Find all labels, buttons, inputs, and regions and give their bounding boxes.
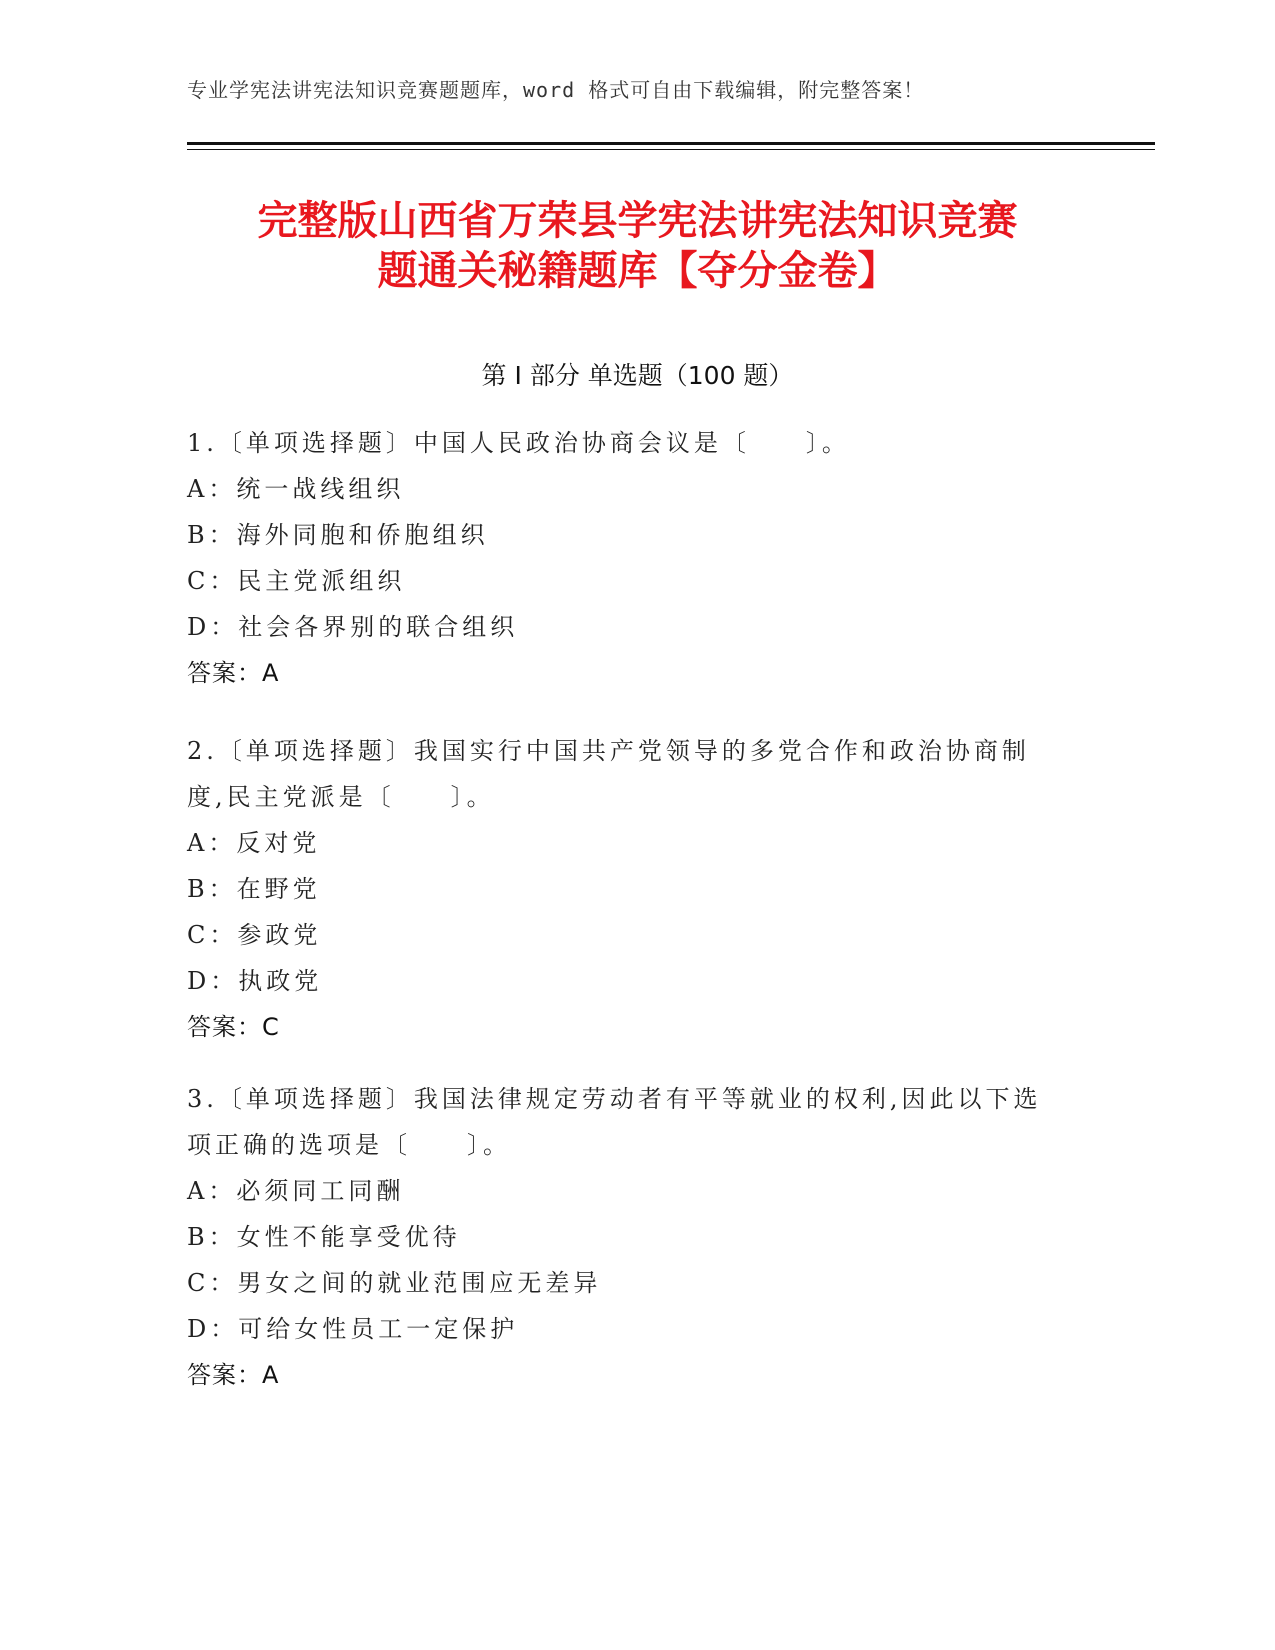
header-rule-thick [187,142,1155,145]
answer-line: 答案：A [187,659,280,687]
option-d: D：可给女性员工一定保护 [187,1315,519,1343]
question-2 [187,728,1067,1050]
question-stem: 1.〔单项选择题〕中国人民政治协商会议是〔 〕。 [187,429,850,457]
header-note: 专业学宪法讲宪法知识竞赛题题库，word 格式可自由下载编辑，附完整答案！ [187,78,925,102]
option-c: C：参政党 [187,921,322,949]
option-b: B：在野党 [187,875,321,903]
question-1 [187,420,1067,696]
document-title-line-2: 题通关秘籍题库【夺分金卷】 [377,248,898,294]
question-stem: 2.〔单项选择题〕我国实行中国共产党领导的多党合作和政治协商制度,民主党派是〔 〕。 [187,737,1030,811]
option-c: C：民主党派组织 [187,567,406,595]
document-title-line-1: 完整版山西省万荣县学宪法讲宪法知识竞赛 [257,198,1018,244]
option-b: B：女性不能享受优待 [187,1223,461,1251]
question-stem: 3.〔单项选择题〕我国法律规定劳动者有平等就业的权利,因此以下选项正确的选项是〔 〕。 [187,1085,1042,1159]
document-title [150,196,1125,296]
option-d: D：社会各界别的联合组织 [187,613,519,641]
option-c: C：男女之间的就业范围应无差异 [187,1269,602,1297]
question-3 [187,1076,1067,1398]
option-d: D：执政党 [187,967,323,995]
option-b: B：海外同胞和侨胞组织 [187,521,489,549]
option-a: A：统一战线组织 [187,475,405,503]
answer-line: 答案：C [187,1013,280,1041]
option-a: A：必须同工同酬 [187,1177,405,1205]
section-title: 第 I 部分 单选题（100 题） [481,361,794,390]
option-a: A：反对党 [187,829,321,857]
header-rule-thin [187,149,1155,150]
answer-line: 答案：A [187,1361,280,1389]
